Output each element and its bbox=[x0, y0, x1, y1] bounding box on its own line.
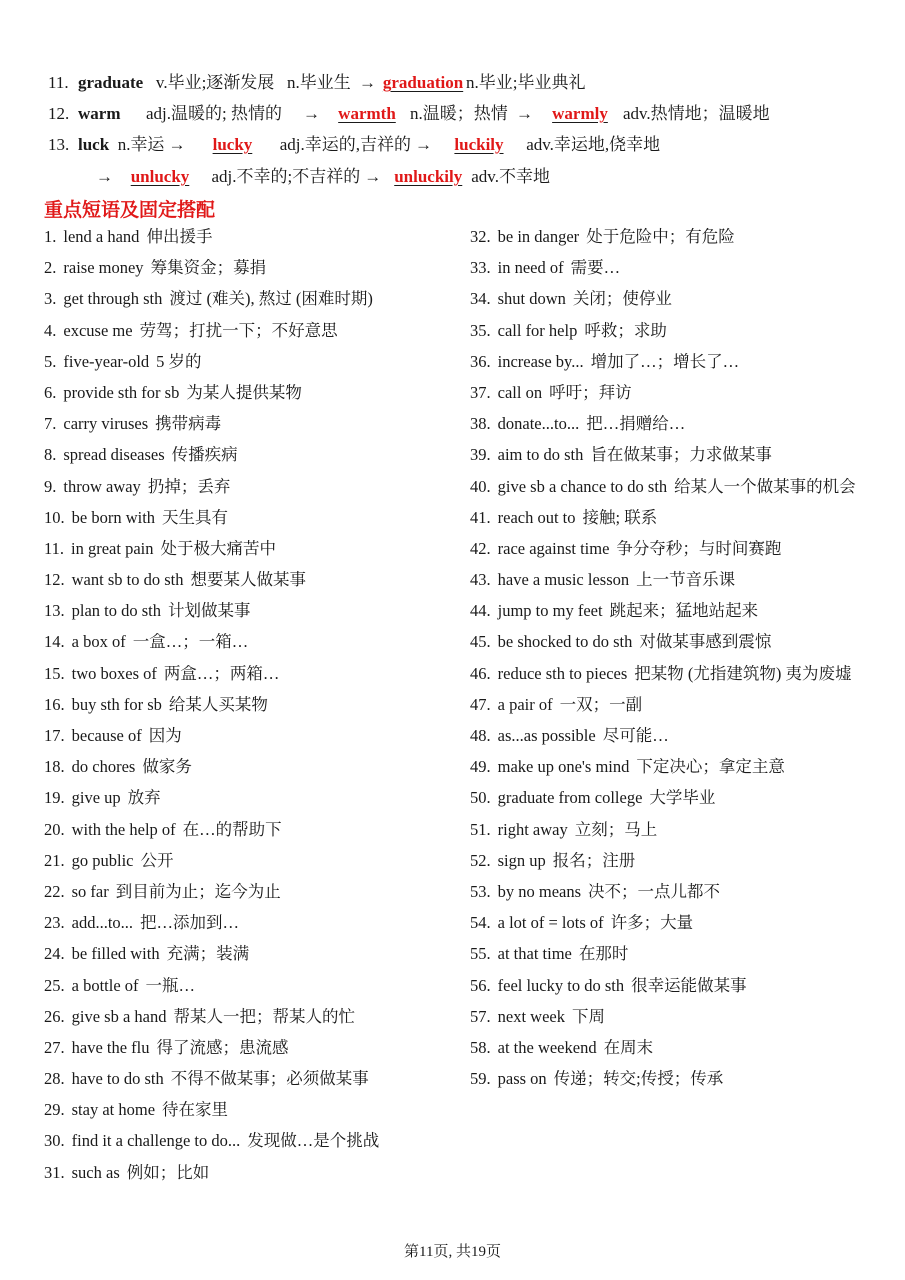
item-number: 13. bbox=[48, 135, 70, 154]
item-number: 13. bbox=[44, 601, 65, 621]
phrase-item bbox=[44, 631, 464, 653]
phrase-item bbox=[470, 631, 870, 653]
item-number: 22. bbox=[44, 881, 65, 901]
definition-text: adv.幸运地,侥幸地 bbox=[521, 135, 661, 154]
definition-text: v.毕业;逐渐发展 n.毕业生 bbox=[143, 73, 356, 92]
phrase-english: at that time bbox=[497, 944, 572, 964]
phrase-item bbox=[44, 538, 464, 560]
phrase-chinese: 需要… bbox=[570, 258, 621, 278]
item-number: 54. bbox=[470, 913, 491, 933]
phrase-english: next week bbox=[497, 1006, 565, 1026]
phrase-item bbox=[44, 694, 464, 716]
phrase-chinese: 下定决心；拿定主意 bbox=[636, 757, 785, 777]
phrase-item bbox=[44, 912, 464, 934]
phrase-item bbox=[470, 351, 870, 373]
item-number: 52. bbox=[470, 850, 491, 870]
phrase-english: throw away bbox=[63, 476, 141, 496]
phrase-chinese: 尽可能… bbox=[602, 726, 669, 745]
item-number: 8. bbox=[44, 445, 57, 465]
arrow-icon: → bbox=[96, 167, 113, 186]
item-number: 30. bbox=[44, 1131, 65, 1151]
phrase-chinese: 劳驾；打扰一下；不好意思 bbox=[139, 320, 338, 340]
phrase-chinese: 跳起来；猛地站起来 bbox=[609, 601, 759, 621]
phrase-english: find it a challenge to do... bbox=[71, 1131, 241, 1151]
phrase-chinese: 一双；一副 bbox=[559, 694, 643, 714]
definition-text: n.毕业;毕业典礼 bbox=[466, 73, 586, 92]
phrase-chinese: 呼救；求助 bbox=[584, 320, 667, 340]
item-number: 19. bbox=[44, 788, 65, 808]
item-number: 51. bbox=[470, 819, 491, 839]
phrase-chinese: 充满；装满 bbox=[166, 944, 250, 964]
item-number: 11. bbox=[44, 538, 65, 558]
phrase-chinese: 下周 bbox=[571, 1006, 605, 1026]
phrase-item bbox=[44, 413, 464, 435]
item-number: 11. bbox=[48, 73, 69, 92]
phrase-item bbox=[44, 725, 464, 747]
item-number: 50. bbox=[470, 788, 491, 808]
phrase-chinese: 把…捐赠给… bbox=[586, 414, 686, 434]
phrase-english: have to do sth bbox=[71, 1069, 164, 1089]
headword: luck bbox=[78, 135, 110, 154]
phrase-english: donate...to... bbox=[497, 414, 580, 434]
item-number: 35. bbox=[470, 320, 491, 340]
phrase-item bbox=[470, 320, 870, 342]
derived-form-answer: graduation bbox=[382, 73, 464, 92]
item-number: 9. bbox=[44, 476, 57, 496]
phrase-chinese: 例如；比如 bbox=[126, 1162, 210, 1182]
phrase-english: so far bbox=[71, 881, 109, 901]
derived-form-answer: warmth bbox=[338, 104, 396, 123]
headword: warm bbox=[78, 104, 121, 123]
phrase-item bbox=[470, 850, 870, 872]
phrase-item bbox=[470, 881, 870, 903]
phrase-item bbox=[44, 1130, 464, 1152]
phrase-item bbox=[44, 1037, 464, 1059]
phrase-chinese: 传递；转交;传授；传承 bbox=[553, 1069, 724, 1089]
phrase-english: carry viruses bbox=[63, 414, 149, 434]
phrase-item bbox=[44, 257, 464, 279]
phrase-item bbox=[470, 694, 870, 716]
item-number: 58. bbox=[470, 1037, 491, 1057]
phrase-english: sign up bbox=[497, 850, 546, 870]
phrase-chinese: 一瓶… bbox=[145, 975, 196, 995]
phrase-item bbox=[44, 288, 464, 310]
word-form-line bbox=[48, 103, 770, 125]
word-form-line bbox=[48, 72, 586, 94]
phrase-english: graduate from college bbox=[497, 788, 643, 808]
phrase-chinese: 不得不做某事；必须做某事 bbox=[170, 1069, 369, 1089]
definition-text: adv.热情地；温暖地 bbox=[622, 104, 770, 123]
phrase-english: get through sth bbox=[63, 289, 163, 309]
item-number: 42. bbox=[470, 538, 491, 558]
phrase-item bbox=[44, 507, 464, 529]
phrase-english: want sb to do sth bbox=[71, 570, 184, 590]
item-number: 34. bbox=[470, 289, 491, 309]
phrase-item bbox=[44, 320, 464, 342]
phrase-english: reach out to bbox=[497, 507, 576, 527]
phrase-chinese: 对做某事感到震惊 bbox=[639, 632, 772, 652]
phrase-english: call for help bbox=[497, 320, 578, 340]
item-number: 43. bbox=[470, 570, 491, 590]
item-number: 48. bbox=[470, 726, 491, 745]
phrase-chinese: 渡过 (难关), 熬过 (困难时期) bbox=[169, 289, 373, 309]
phrase-chinese: 得了流感；患流感 bbox=[156, 1037, 289, 1057]
item-number: 10. bbox=[44, 507, 65, 527]
phrase-item bbox=[470, 975, 870, 997]
phrase-chinese: 两盒…；两箱… bbox=[163, 663, 280, 683]
phrase-item bbox=[470, 600, 870, 622]
phrase-chinese: 给某人一个做某事的机会 bbox=[674, 476, 856, 496]
phrase-item bbox=[470, 725, 870, 747]
phrase-english: feel lucky to do sth bbox=[497, 975, 625, 995]
item-number: 26. bbox=[44, 1006, 65, 1026]
phrase-chinese: 争分夺秒；与时间赛跑 bbox=[616, 538, 782, 558]
item-number: 53. bbox=[470, 881, 491, 901]
phrase-english: add...to... bbox=[71, 913, 134, 933]
item-number: 45. bbox=[470, 632, 491, 652]
phrase-chinese: 上一节音乐课 bbox=[636, 570, 736, 590]
item-number: 21. bbox=[44, 850, 65, 870]
phrase-item bbox=[470, 943, 870, 965]
phrase-english: give sb a hand bbox=[71, 1006, 167, 1026]
item-number: 15. bbox=[44, 663, 65, 683]
phrase-chinese: 帮某人一把；帮某人的忙 bbox=[173, 1006, 355, 1026]
phrase-item bbox=[470, 226, 870, 248]
phrase-item bbox=[44, 787, 464, 809]
phrase-item bbox=[44, 1006, 464, 1028]
word-form-line bbox=[48, 134, 660, 156]
phrase-item bbox=[44, 819, 464, 841]
phrase-item bbox=[470, 912, 870, 934]
phrase-english: increase by... bbox=[497, 351, 584, 371]
item-number: 7. bbox=[44, 414, 57, 434]
phrase-item bbox=[470, 507, 870, 529]
phrase-english: by no means bbox=[497, 881, 582, 901]
phrase-english: do chores bbox=[71, 757, 136, 777]
phrase-english: in need of bbox=[497, 258, 564, 278]
item-number: 32. bbox=[470, 227, 491, 246]
item-number: 41. bbox=[470, 507, 491, 527]
phrase-english: be in danger bbox=[497, 227, 580, 246]
phrase-item bbox=[470, 756, 870, 778]
phrase-item bbox=[470, 476, 870, 498]
item-number: 47. bbox=[470, 694, 491, 714]
phrase-chinese: 公开 bbox=[140, 850, 174, 870]
phrase-english: five-year-old bbox=[63, 351, 150, 371]
phrase-chinese: 很幸运能做某事 bbox=[631, 975, 747, 995]
phrase-chinese: 天生具有 bbox=[162, 507, 229, 527]
phrase-english: make up one's mind bbox=[497, 757, 630, 777]
phrase-english: a bottle of bbox=[71, 975, 139, 995]
definition-text: adv.不幸地 bbox=[471, 167, 550, 186]
arrow-icon: → bbox=[364, 167, 382, 186]
phrase-english: race against time bbox=[497, 538, 610, 558]
phrase-item bbox=[470, 288, 870, 310]
item-number: 28. bbox=[44, 1069, 65, 1089]
phrase-item bbox=[44, 850, 464, 872]
phrase-chinese: 扔掉；丢弃 bbox=[147, 476, 231, 496]
phrase-list-left bbox=[44, 226, 464, 1193]
item-number: 6. bbox=[44, 382, 57, 402]
phrase-english: shut down bbox=[497, 289, 566, 309]
phrase-english: with the help of bbox=[71, 819, 176, 839]
phrase-item bbox=[470, 1006, 870, 1028]
phrase-english: lend a hand bbox=[63, 227, 140, 246]
item-number: 23. bbox=[44, 913, 65, 933]
item-number: 29. bbox=[44, 1100, 65, 1120]
phrase-chinese: 筹集资金；募捐 bbox=[150, 258, 267, 278]
phrase-chinese: 关闭；使停业 bbox=[572, 289, 672, 309]
phrase-chinese: 一盒…；一箱… bbox=[132, 632, 249, 652]
phrase-chinese: 旨在做某事；力求做某事 bbox=[590, 445, 772, 465]
phrase-english: have the flu bbox=[71, 1037, 150, 1057]
item-number: 55. bbox=[470, 944, 491, 964]
phrase-item bbox=[470, 819, 870, 841]
phrase-english: such as bbox=[71, 1162, 120, 1182]
phrase-chinese: 想要某人做某事 bbox=[190, 570, 306, 590]
phrase-chinese: 做家务 bbox=[142, 757, 192, 777]
item-number: 38. bbox=[470, 414, 491, 434]
phrase-chinese: 处于极大痛苦中 bbox=[160, 538, 276, 558]
phrase-english: as...as possible bbox=[497, 726, 596, 745]
phrase-english: be shocked to do sth bbox=[497, 632, 633, 652]
phrase-english: plan to do sth bbox=[71, 601, 161, 621]
phrase-english: buy sth for sb bbox=[71, 694, 162, 714]
phrase-item bbox=[44, 1068, 464, 1090]
phrase-chinese: 因为 bbox=[148, 726, 182, 745]
phrase-item bbox=[44, 756, 464, 778]
phrase-chinese: 5 岁的 bbox=[156, 351, 202, 371]
phrase-english: a lot of = lots of bbox=[497, 913, 604, 933]
item-number: 40. bbox=[470, 476, 491, 496]
phrase-chinese: 把某物 (尤指建筑物) 夷为废墟 bbox=[634, 663, 852, 683]
phrase-chinese: 在周末 bbox=[603, 1037, 654, 1057]
phrase-english: be filled with bbox=[71, 944, 160, 964]
item-number: 24. bbox=[44, 944, 65, 964]
derived-form-answer: unluckily bbox=[394, 167, 463, 186]
item-number: 37. bbox=[470, 382, 491, 402]
phrase-chinese: 发现做…是个挑战 bbox=[247, 1131, 380, 1151]
definition-text: adj.幸运的,吉祥的 bbox=[275, 135, 411, 154]
item-number: 36. bbox=[470, 351, 491, 371]
phrase-english: reduce sth to pieces bbox=[497, 663, 628, 683]
item-number: 44. bbox=[470, 601, 491, 621]
phrase-chinese: 许多；大量 bbox=[610, 913, 694, 933]
item-number: 57. bbox=[470, 1006, 491, 1026]
phrase-item bbox=[44, 600, 464, 622]
phrase-chinese: 立刻；马上 bbox=[574, 819, 658, 839]
phrase-item bbox=[44, 1162, 464, 1184]
phrase-item bbox=[470, 538, 870, 560]
phrase-item bbox=[44, 975, 464, 997]
item-number: 18. bbox=[44, 757, 65, 777]
phrase-english: because of bbox=[71, 726, 142, 745]
phrase-item bbox=[470, 382, 870, 404]
item-number: 3. bbox=[44, 289, 57, 309]
phrase-chinese: 处于危险中；有危险 bbox=[586, 227, 735, 246]
phrase-english: at the weekend bbox=[497, 1037, 597, 1057]
phrase-item bbox=[44, 663, 464, 685]
arrow-icon: → bbox=[168, 135, 186, 154]
item-number: 39. bbox=[470, 445, 491, 465]
derived-form-answer: lucky bbox=[212, 135, 253, 154]
phrase-chinese: 大学毕业 bbox=[649, 788, 716, 808]
item-number: 4. bbox=[44, 320, 57, 340]
phrase-item bbox=[44, 476, 464, 498]
phrase-chinese: 把…添加到… bbox=[140, 913, 240, 933]
section-title: 重点短语及固定搭配 bbox=[44, 199, 216, 221]
phrase-item bbox=[470, 787, 870, 809]
derived-form-answer: luckily bbox=[454, 135, 504, 154]
phrase-item bbox=[44, 444, 464, 466]
headword: graduate bbox=[78, 73, 144, 92]
item-number: 14. bbox=[44, 632, 65, 652]
item-number: 12. bbox=[48, 104, 70, 123]
phrase-english: raise money bbox=[63, 258, 144, 278]
arrow-icon: → bbox=[302, 104, 320, 123]
derived-form-answer: unlucky bbox=[130, 167, 190, 186]
phrase-item bbox=[44, 1099, 464, 1121]
phrase-chinese: 待在家里 bbox=[162, 1100, 229, 1120]
phrase-english: aim to do sth bbox=[497, 445, 584, 465]
phrase-list-right bbox=[470, 226, 870, 1099]
definition-text: adj.温暖的; 热情的 bbox=[120, 104, 299, 123]
phrase-english: give sb a chance to do sth bbox=[497, 476, 668, 496]
page-footer: 第11页, 共19页 bbox=[404, 1244, 501, 1260]
phrase-item bbox=[44, 351, 464, 373]
phrase-english: have a music lesson bbox=[497, 570, 630, 590]
phrase-english: spread diseases bbox=[63, 445, 165, 465]
phrase-chinese: 为某人提供某物 bbox=[186, 382, 302, 402]
item-number: 25. bbox=[44, 975, 65, 995]
item-number: 5. bbox=[44, 351, 57, 371]
phrase-item bbox=[470, 1068, 870, 1090]
phrase-item bbox=[470, 413, 870, 435]
phrase-chinese: 携带病毒 bbox=[155, 414, 222, 434]
phrase-english: excuse me bbox=[63, 320, 133, 340]
word-form-line bbox=[48, 166, 550, 188]
phrase-english: a box of bbox=[71, 632, 126, 652]
phrase-chinese: 放弃 bbox=[127, 788, 161, 808]
item-number: 56. bbox=[470, 975, 491, 995]
definition-text: n.幸运 bbox=[109, 135, 165, 154]
definition-text: adj.不幸的;不吉祥的 bbox=[203, 167, 361, 186]
item-number: 33. bbox=[470, 258, 491, 278]
item-number: 31. bbox=[44, 1162, 65, 1182]
item-number: 59. bbox=[470, 1069, 491, 1089]
arrow-icon: → bbox=[414, 135, 432, 154]
item-number: 17. bbox=[44, 726, 65, 745]
phrase-item bbox=[470, 444, 870, 466]
item-number: 12. bbox=[44, 570, 65, 590]
phrase-chinese: 计划做某事 bbox=[168, 601, 251, 621]
phrase-chinese: 接触; 联系 bbox=[582, 507, 658, 527]
phrase-english: provide sth for sb bbox=[63, 382, 180, 402]
phrase-chinese: 呼吁；拜访 bbox=[549, 382, 632, 402]
phrase-item bbox=[470, 663, 870, 685]
phrase-english: right away bbox=[497, 819, 568, 839]
phrase-item bbox=[44, 881, 464, 903]
phrase-english: a pair of bbox=[497, 694, 553, 714]
item-number: 27. bbox=[44, 1037, 65, 1057]
phrase-chinese: 给某人买某物 bbox=[168, 694, 268, 714]
phrase-english: in great pain bbox=[71, 538, 154, 558]
item-number: 46. bbox=[470, 663, 491, 683]
phrase-item bbox=[44, 226, 464, 248]
derived-form-answer: warmly bbox=[552, 104, 608, 123]
phrase-chinese: 伸出援手 bbox=[146, 227, 213, 246]
phrase-item bbox=[44, 382, 464, 404]
phrase-english: give up bbox=[71, 788, 121, 808]
item-number: 20. bbox=[44, 819, 65, 839]
phrase-item bbox=[470, 569, 870, 591]
item-number: 49. bbox=[470, 757, 491, 777]
phrase-item bbox=[470, 1037, 870, 1059]
phrase-english: be born with bbox=[71, 507, 156, 527]
phrase-chinese: 决不；一点儿都不 bbox=[588, 881, 721, 901]
arrow-icon: → bbox=[359, 73, 377, 92]
phrase-item bbox=[44, 569, 464, 591]
phrase-english: two boxes of bbox=[71, 663, 157, 683]
item-number: 2. bbox=[44, 258, 57, 278]
item-number: 16. bbox=[44, 694, 65, 714]
phrase-chinese: 报名；注册 bbox=[552, 850, 636, 870]
phrase-chinese: 增加了…；增长了… bbox=[590, 351, 740, 371]
phrase-english: go public bbox=[71, 850, 134, 870]
phrase-chinese: 在那时 bbox=[578, 944, 629, 964]
phrase-english: stay at home bbox=[71, 1100, 156, 1120]
phrase-english: call on bbox=[497, 382, 543, 402]
definition-text: n.温暖；热情 bbox=[409, 104, 512, 123]
phrase-english: jump to my feet bbox=[497, 601, 603, 621]
phrase-item bbox=[470, 257, 870, 279]
phrase-item bbox=[44, 943, 464, 965]
phrase-english: pass on bbox=[497, 1069, 547, 1089]
phrase-chinese: 传播疾病 bbox=[171, 445, 238, 465]
item-number: 1. bbox=[44, 227, 57, 246]
phrase-chinese: 在…的帮助下 bbox=[182, 819, 282, 839]
phrase-chinese: 到目前为止；迄今为止 bbox=[115, 881, 281, 901]
arrow-icon: → bbox=[515, 104, 533, 123]
